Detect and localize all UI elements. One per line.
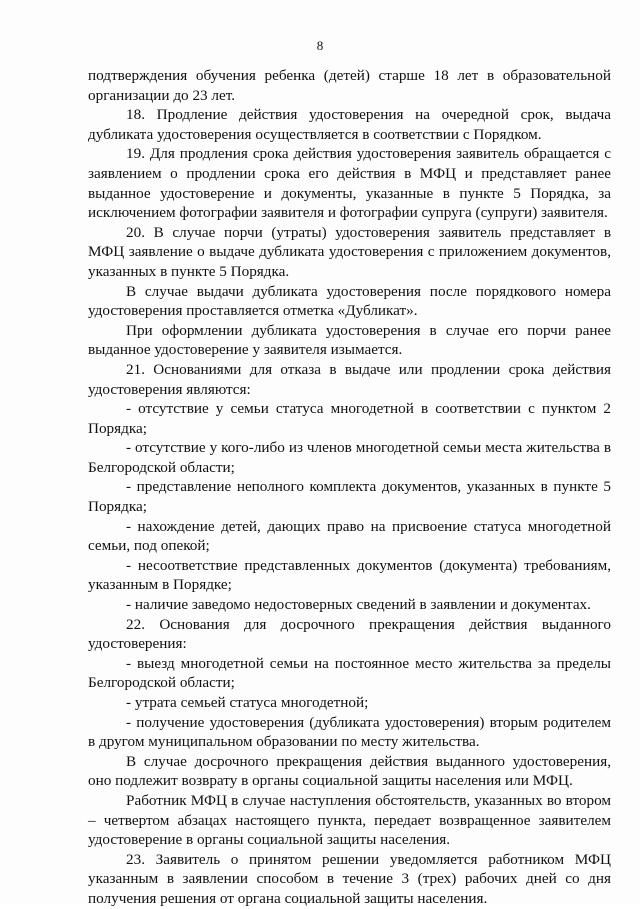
paragraph: Работник МФЦ в случае наступления обстоятельств, указанных во втором – четвертом абзацах настоящего пункта, передает возвращенное заявителем удостоверение в органы социальной защиты населения.	[88, 791, 611, 849]
list-item: - представление неполного комплекта документов, указанных в пункте 5 Порядка;	[88, 478, 611, 516]
paragraph: подтверждения обучения ребенка (детей) старше 18 лет в образовательной организации до 23 лет.	[88, 67, 611, 104]
list-item: - отсутствие у семьи статуса многодетной в соответствии с пунктом 2 Порядка;	[88, 400, 611, 437]
paragraph: 19. Для продления срока действия удостоверения заявитель обращается с заявлением о продлении срока его действия в МФЦ и представляет ранее выданное удостоверение и документы, указанные в пункте 5 Порядка, за исключением фотографии заявителя и фотографии супруга (супруги) заявителя.	[88, 145, 611, 222]
paragraph: При оформлении дубликата удостоверения в случае его порчи ранее выданное удостоверение у заявителя изымается.	[88, 321, 611, 359]
paragraph: 20. В случае порчи (утраты) удостоверения заявитель представляет в МФЦ заявление о выдаче дубликата удостоверения с приложением документов, указанных в пункте 5 Порядка.	[88, 223, 611, 280]
list-item: - выезд многодетной семьи на постоянное место жительства за пределы Белгородской области;	[88, 654, 611, 692]
list-item: - утрата семьей статуса многодетной;	[126, 694, 369, 711]
list-item: - нахождение детей, дающих право на присвоение статуса многодетной семьи, под опекой;	[88, 517, 611, 555]
list-item: - отсутствие у кого-либо из членов многодетной семьи места жительства в Белгородской области;	[88, 439, 611, 476]
paragraph: 21. Основаниями для отказа в выдаче или продлении срока действия удостоверения являются:	[88, 360, 611, 398]
paragraph: В случае досрочного прекращения действия выданного удостоверения, оно подлежит возврату в органы социальной защиты населения или МФЦ.	[88, 752, 611, 790]
list-item: - наличие заведомо недостоверных сведений в заявлении и документах.	[126, 596, 591, 614]
document-body	[88, 66, 611, 909]
paragraph: 18. Продление действия удостоверения на очередной срок, выдача дубликата удостоверения осуществляется в соответствии с Порядком.	[88, 106, 611, 143]
list-item: - несоответствие представленных документов (документа) требованиям, указанным в Порядке;	[88, 556, 611, 594]
paragraph: 23. Заявитель о принятом решении уведомляется работником МФЦ указанным в заявлении способом в течение 3 (трех) рабочих дней со дня получения решения от органа социальной защиты населения.	[88, 850, 611, 907]
page-number: 8	[316, 38, 324, 53]
paragraph: В случае выдачи дубликата удостоверения после порядкового номера удостоверения проставляется отметка «Дубликат».	[88, 282, 611, 320]
paragraph: 22. Основания для досрочного прекращения действия выданного удостоверения:	[88, 615, 611, 653]
list-item: - получение удостоверения (дубликата удостоверения) вторым родителем в другом муниципальном образовании по месту жительства.	[88, 713, 611, 751]
